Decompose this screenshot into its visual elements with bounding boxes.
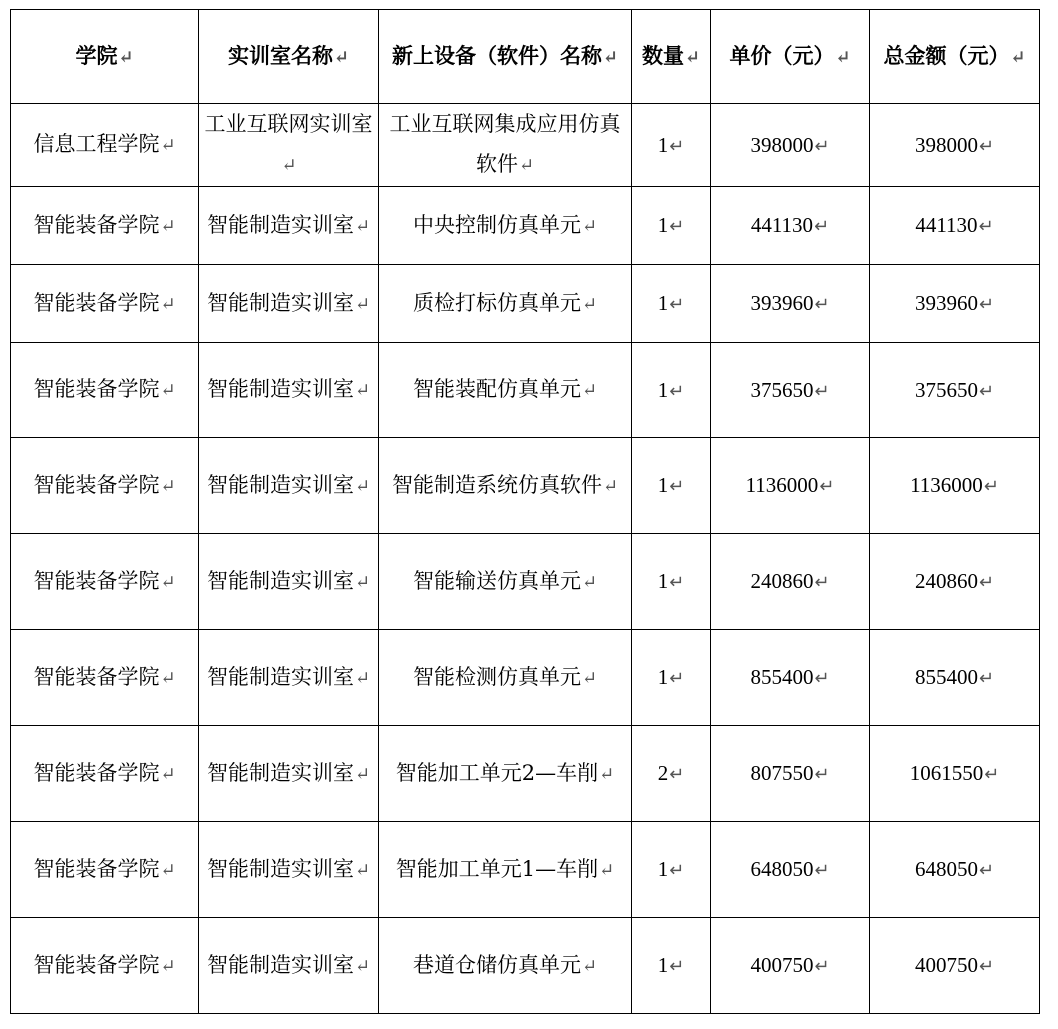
cell-unit-price: 1136000↵ xyxy=(711,438,870,534)
cell-unit-price: 441130↵ xyxy=(711,187,870,265)
table-row xyxy=(11,343,1040,438)
cell-total: 1061550↵ xyxy=(870,726,1040,822)
cell-room: 智能制造实训室↵ xyxy=(199,187,379,265)
cell-total: 393960↵ xyxy=(870,265,1040,343)
cell-total: 648050↵ xyxy=(870,822,1040,918)
table-row xyxy=(11,265,1040,343)
cell-total: 240860↵ xyxy=(870,534,1040,630)
cell-equipment: 中央控制仿真单元↵ xyxy=(379,187,632,265)
cell-room: 智能制造实训室↵ xyxy=(199,343,379,438)
cell-qty: 1↵ xyxy=(632,918,711,1014)
cell-room: 工业互联网实训室↵ xyxy=(199,104,379,187)
cell-unit-price: 400750↵ xyxy=(711,918,870,1014)
cell-equipment: 巷道仓储仿真单元↵ xyxy=(379,918,632,1014)
table-row xyxy=(11,534,1040,630)
cell-total: 441130↵ xyxy=(870,187,1040,265)
cell-qty: 1↵ xyxy=(632,343,711,438)
cell-room: 智能制造实训室↵ xyxy=(199,438,379,534)
cell-unit-price: 240860↵ xyxy=(711,534,870,630)
cell-room: 智能制造实训室↵ xyxy=(199,918,379,1014)
cell-qty: 1↵ xyxy=(632,534,711,630)
cell-unit-price: 393960↵ xyxy=(711,265,870,343)
cell-unit-price: 375650↵ xyxy=(711,343,870,438)
cell-qty: 1↵ xyxy=(632,104,711,187)
cell-unit-price: 807550↵ xyxy=(711,726,870,822)
cell-total: 398000↵ xyxy=(870,104,1040,187)
header-qty: 数量↵ xyxy=(632,10,711,104)
table-row xyxy=(11,438,1040,534)
table-row xyxy=(11,726,1040,822)
header-row xyxy=(11,10,1040,104)
equipment-table xyxy=(10,9,1040,1014)
header-total: 总金额（元）↵ xyxy=(870,10,1040,104)
table-row xyxy=(11,187,1040,265)
cell-total: 375650↵ xyxy=(870,343,1040,438)
table-row xyxy=(11,822,1040,918)
cell-equipment: 质检打标仿真单元↵ xyxy=(379,265,632,343)
cell-college: 信息工程学院↵ xyxy=(11,104,199,187)
cell-total: 400750↵ xyxy=(870,918,1040,1014)
cell-qty: 1↵ xyxy=(632,265,711,343)
cell-qty: 1↵ xyxy=(632,822,711,918)
cell-equipment: 智能检测仿真单元↵ xyxy=(379,630,632,726)
cell-college: 智能装备学院↵ xyxy=(11,630,199,726)
cell-qty: 1↵ xyxy=(632,187,711,265)
cell-college: 智能装备学院↵ xyxy=(11,265,199,343)
cell-equipment: 智能装配仿真单元↵ xyxy=(379,343,632,438)
cell-unit-price: 648050↵ xyxy=(711,822,870,918)
cell-college: 智能装备学院↵ xyxy=(11,918,199,1014)
cell-room: 智能制造实训室↵ xyxy=(199,265,379,343)
cell-college: 智能装备学院↵ xyxy=(11,187,199,265)
header-equipment: 新上设备（软件）名称↵ xyxy=(379,10,632,104)
cell-total: 855400↵ xyxy=(870,630,1040,726)
cell-equipment: 智能加工单元1—车削↵ xyxy=(379,822,632,918)
header-college: 学院↵ xyxy=(11,10,199,104)
cell-equipment: 智能输送仿真单元↵ xyxy=(379,534,632,630)
cell-qty: 2↵ xyxy=(632,726,711,822)
header-unit-price: 单价（元）↵ xyxy=(711,10,870,104)
cell-college: 智能装备学院↵ xyxy=(11,534,199,630)
table-row xyxy=(11,918,1040,1014)
cell-qty: 1↵ xyxy=(632,438,711,534)
cell-college: 智能装备学院↵ xyxy=(11,343,199,438)
cell-qty: 1↵ xyxy=(632,630,711,726)
cell-equipment: 智能加工单元2—车削↵ xyxy=(379,726,632,822)
table-row xyxy=(11,630,1040,726)
cell-equipment: 工业互联网集成应用仿真软件↵ xyxy=(379,104,632,187)
cell-room: 智能制造实训室↵ xyxy=(199,822,379,918)
cell-room: 智能制造实训室↵ xyxy=(199,534,379,630)
cell-unit-price: 855400↵ xyxy=(711,630,870,726)
cell-college: 智能装备学院↵ xyxy=(11,822,199,918)
cell-room: 智能制造实训室↵ xyxy=(199,726,379,822)
cell-unit-price: 398000↵ xyxy=(711,104,870,187)
cell-total: 1136000↵ xyxy=(870,438,1040,534)
table-row xyxy=(11,104,1040,187)
cell-college: 智能装备学院↵ xyxy=(11,438,199,534)
cell-equipment: 智能制造系统仿真软件↵ xyxy=(379,438,632,534)
cell-room: 智能制造实训室↵ xyxy=(199,630,379,726)
header-room: 实训室名称↵ xyxy=(199,10,379,104)
cell-college: 智能装备学院↵ xyxy=(11,726,199,822)
